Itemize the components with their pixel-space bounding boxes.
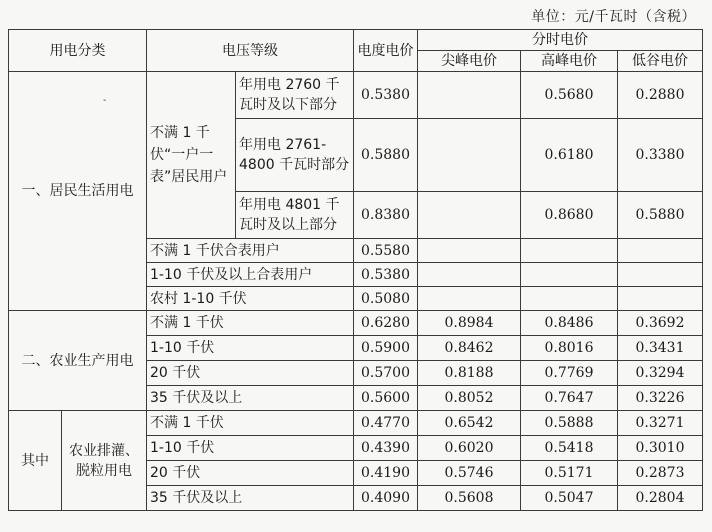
category-agricultural: 二、农业生产用电: [9, 311, 147, 411]
price-cell: 0.5900: [354, 336, 418, 361]
price-cell: 0.5700: [354, 361, 418, 386]
price-cell: 0.5880: [354, 119, 418, 192]
price-cell: 0.4390: [354, 436, 418, 461]
row-label: 35 千伏及以上: [147, 386, 354, 411]
tariff-table: [8, 29, 703, 511]
price-cell: 0.6280: [354, 311, 418, 336]
valley-cell: 0.2880: [618, 72, 703, 119]
high-cell: 0.5680: [521, 72, 618, 119]
high-cell: 0.5047: [521, 486, 618, 511]
valley-cell: 0.2804: [618, 486, 703, 511]
row-label: 不满 1 千伏: [147, 311, 354, 336]
high-cell: 0.8680: [521, 192, 618, 239]
price-cell: 0.5380: [354, 72, 418, 119]
high-cell: 0.6180: [521, 119, 618, 192]
row-label: 1-10 千伏及以上合表用户: [147, 263, 354, 287]
row-label: 农村 1-10 千伏: [147, 287, 354, 311]
peak-cell: 0.8052: [418, 386, 521, 411]
tier-label: 年用电 2760 千瓦时及以下部分: [236, 72, 354, 119]
high-cell: [521, 263, 618, 287]
table-row: [9, 411, 703, 436]
header-tou: 分时电价: [418, 30, 703, 51]
valley-cell: 0.2873: [618, 461, 703, 486]
high-cell: 0.5418: [521, 436, 618, 461]
valley-cell: 0.3380: [618, 119, 703, 192]
valley-cell: [618, 239, 703, 263]
header-voltage: 电压等级: [147, 30, 354, 72]
peak-cell: 0.5608: [418, 486, 521, 511]
valley-cell: 0.3692: [618, 311, 703, 336]
peak-cell: 0.8188: [418, 361, 521, 386]
table-row: [9, 311, 703, 336]
row-label: 不满 1 千伏合表用户: [147, 239, 354, 263]
valley-cell: 0.3271: [618, 411, 703, 436]
row-label: 1-10 千伏: [147, 436, 354, 461]
high-cell: 0.5888: [521, 411, 618, 436]
valley-cell: 0.3431: [618, 336, 703, 361]
header-category: 用电分类: [9, 30, 147, 72]
peak-cell: 0.5746: [418, 461, 521, 486]
high-cell: 0.8486: [521, 311, 618, 336]
valley-cell: [618, 287, 703, 311]
valley-cell: 0.3294: [618, 361, 703, 386]
peak-cell: [418, 239, 521, 263]
peak-cell: 0.8984: [418, 311, 521, 336]
price-cell: 0.5600: [354, 386, 418, 411]
peak-cell: 0.6020: [418, 436, 521, 461]
peak-cell: [418, 263, 521, 287]
row-label: 35 千伏及以上: [147, 486, 354, 511]
table-row: [9, 72, 703, 119]
valley-cell: 0.3226: [618, 386, 703, 411]
peak-cell: [418, 287, 521, 311]
peak-cell: 0.6542: [418, 411, 521, 436]
row-label: 1-10 千伏: [147, 336, 354, 361]
tier-label: 年用电 2761-4800 千瓦时部分: [236, 119, 354, 192]
category-residential: 一、居民生活用电: [9, 72, 147, 311]
unit-note: 单位：元/千瓦时（含税）: [531, 9, 696, 25]
group-label: 其中: [9, 411, 62, 511]
row-label: 不满 1 千伏: [147, 411, 354, 436]
peak-cell: [418, 72, 521, 119]
header-row-1: [9, 30, 703, 51]
price-cell: 0.5080: [354, 287, 418, 311]
price-cell: 0.4090: [354, 486, 418, 511]
header-valley: 低谷电价: [618, 51, 703, 72]
valley-cell: [618, 263, 703, 287]
price-cell: 0.4770: [354, 411, 418, 436]
price-cell: 0.5380: [354, 263, 418, 287]
high-cell: [521, 239, 618, 263]
price-cell: 0.5580: [354, 239, 418, 263]
one-meter-label: 不满 1 千伏“一户一表”居民用户: [147, 72, 236, 239]
category-irrigation: 农业排灌、脱粒用电: [62, 411, 147, 511]
high-cell: 0.5171: [521, 461, 618, 486]
row-label: 20 千伏: [147, 461, 354, 486]
valley-cell: 0.3010: [618, 436, 703, 461]
header-peak: 尖峰电价: [418, 51, 521, 72]
peak-cell: 0.8462: [418, 336, 521, 361]
price-cell: 0.4190: [354, 461, 418, 486]
high-cell: 0.7769: [521, 361, 618, 386]
tier-label: 年用电 4801 千瓦时及以上部分: [236, 192, 354, 239]
header-price: 电度电价: [354, 30, 418, 72]
high-cell: 0.8016: [521, 336, 618, 361]
valley-cell: 0.5880: [618, 192, 703, 239]
peak-cell: [418, 192, 521, 239]
peak-cell: [418, 119, 521, 192]
header-high: 高峰电价: [521, 51, 618, 72]
price-cell: 0.8380: [354, 192, 418, 239]
high-cell: [521, 287, 618, 311]
row-label: 20 千伏: [147, 361, 354, 386]
high-cell: 0.7647: [521, 386, 618, 411]
scan-mark: -: [103, 95, 107, 106]
